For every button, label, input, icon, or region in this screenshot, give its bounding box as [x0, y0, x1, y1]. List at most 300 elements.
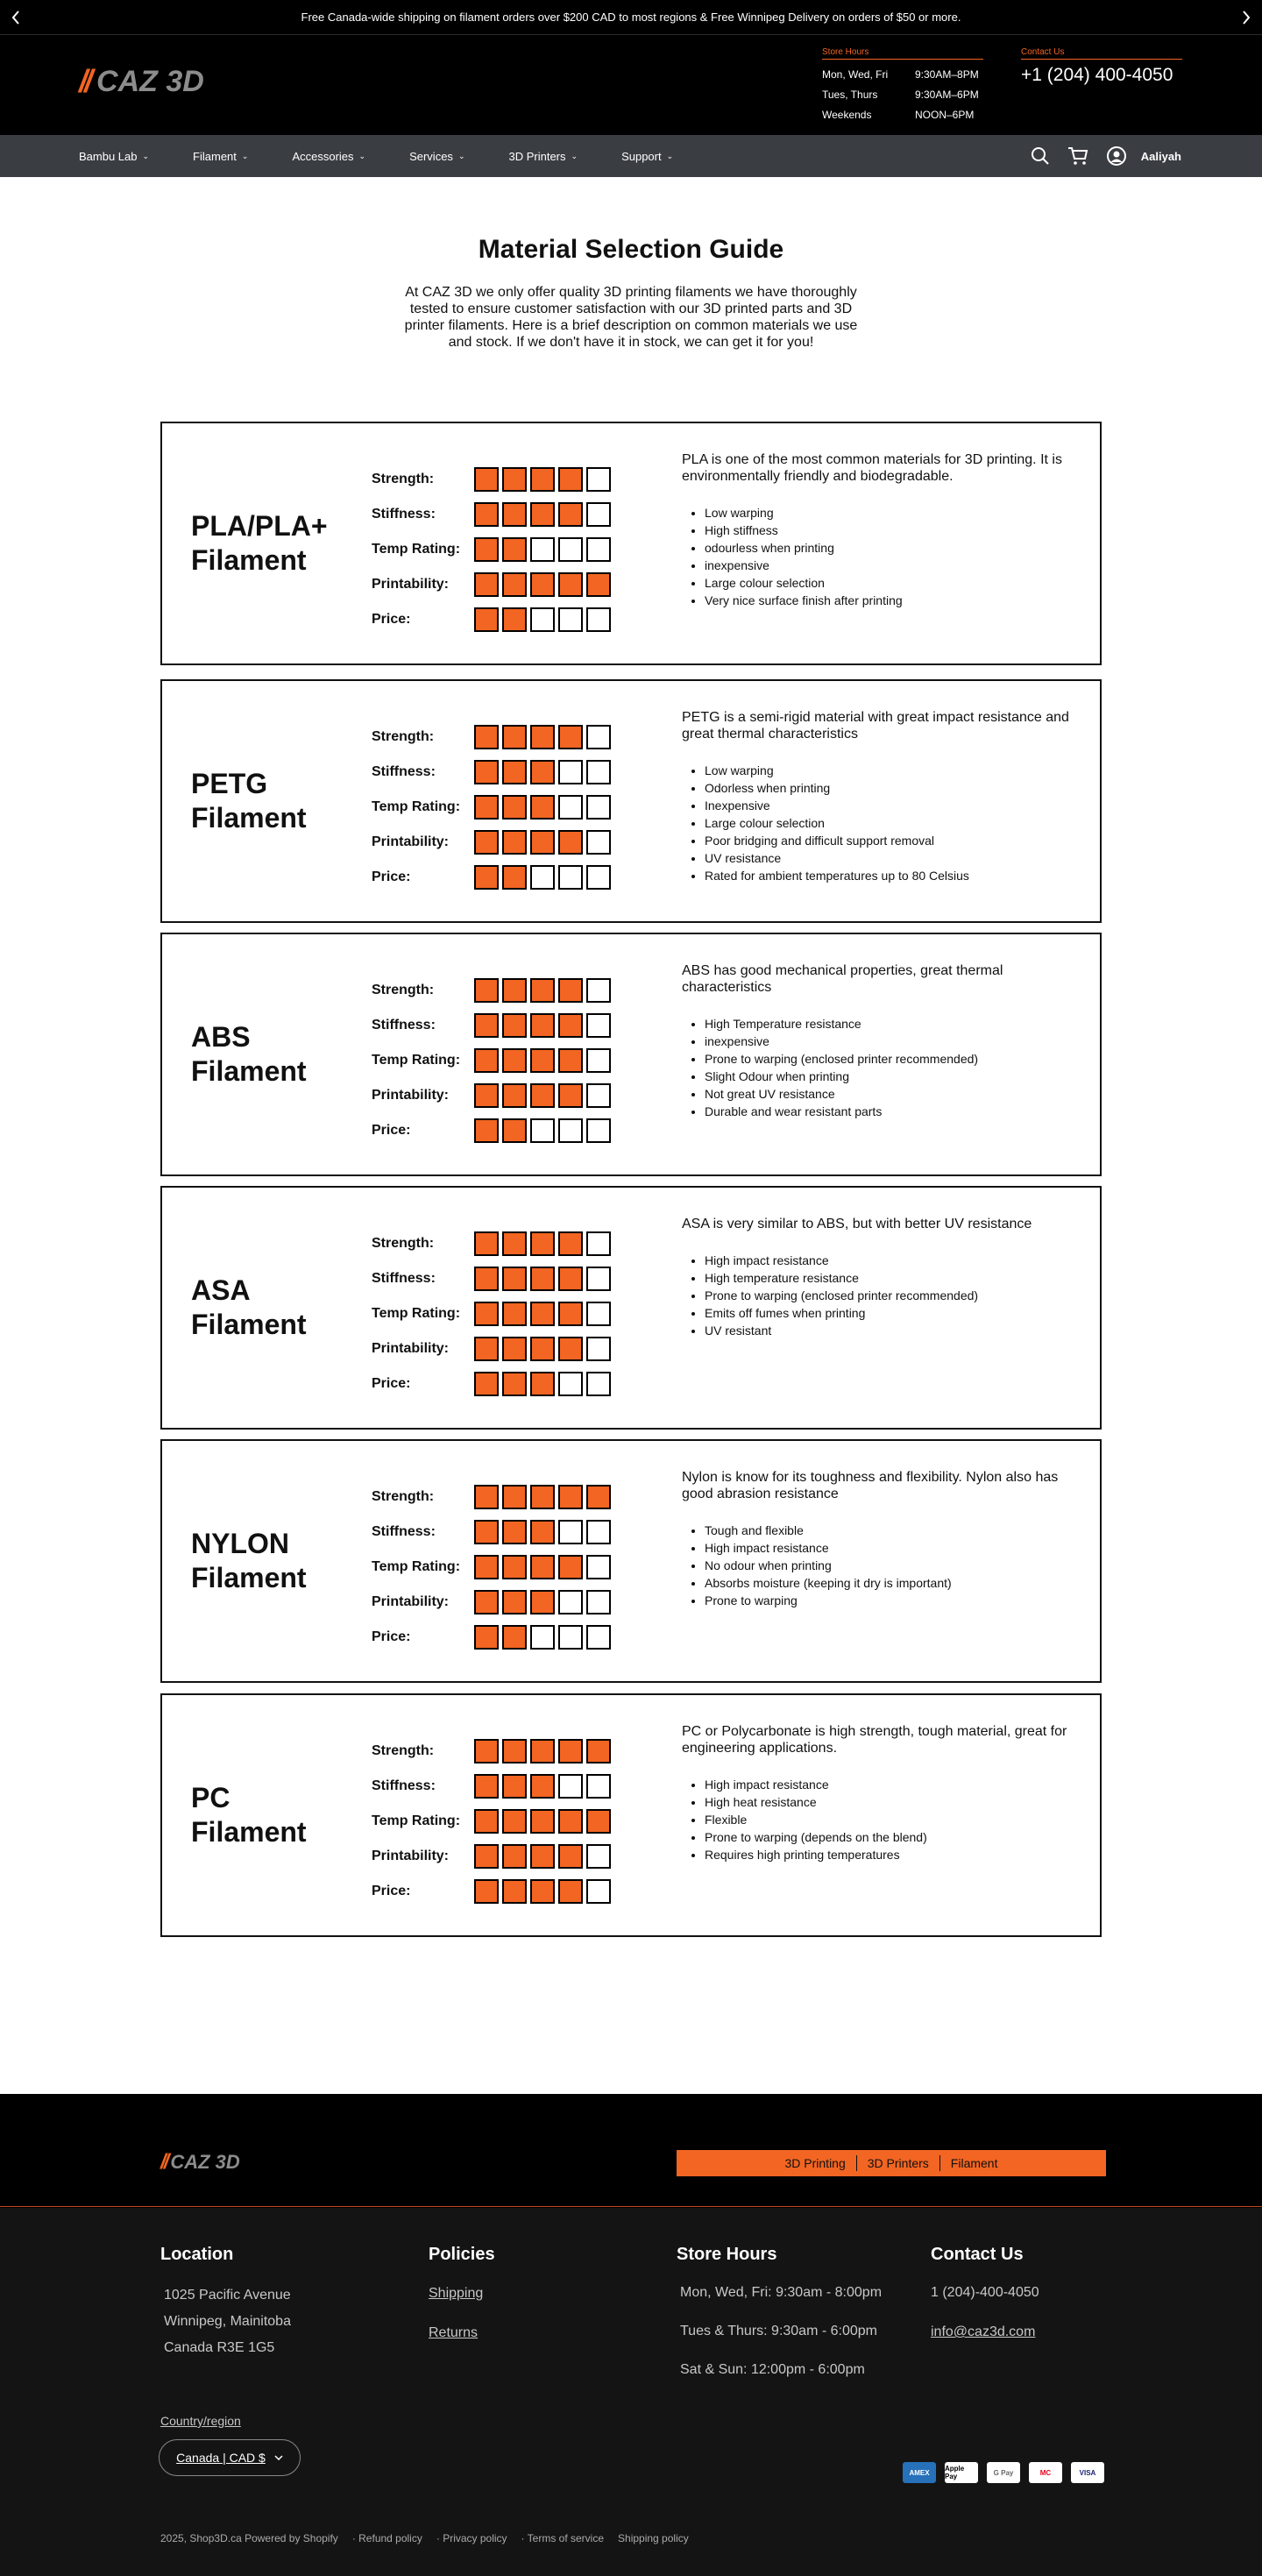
- rating-box-filled: [502, 1520, 527, 1544]
- rating-box-filled: [558, 467, 583, 492]
- rating-box-filled: [530, 1739, 555, 1763]
- rating-box-filled: [502, 1809, 527, 1834]
- rating-row: [372, 1586, 611, 1618]
- chevron-right-icon: [1242, 11, 1251, 25]
- google-pay-icon: G Pay: [987, 2462, 1020, 2483]
- material-card: [160, 1693, 1102, 1937]
- rating-label: Stiffness:: [372, 1778, 436, 1793]
- nav-item-3d-printers[interactable]: 3D Printers ⌄: [508, 149, 578, 163]
- rating-label: Stiffness:: [372, 1524, 436, 1539]
- list-item: • Low warping: [705, 762, 1089, 779]
- rating-box-filled: [474, 1844, 499, 1869]
- rating-box-filled: [474, 502, 499, 527]
- feature-list: [682, 1015, 1089, 1120]
- rating-box-filled: [502, 1555, 527, 1579]
- country-label: Country/region: [160, 2414, 241, 2428]
- location-title: Location: [160, 2245, 234, 2264]
- footer-link-3d-printing[interactable]: 3D Printing: [784, 2156, 846, 2170]
- rating-box-filled: [474, 830, 499, 855]
- rating-label: Price:: [372, 1376, 411, 1391]
- rating-box-filled: [558, 1844, 583, 1869]
- rating-box-filled: [474, 1083, 499, 1108]
- rating-box-filled: [558, 1231, 583, 1256]
- rating-box-filled: [530, 830, 555, 855]
- rating-label: Printability:: [372, 1849, 450, 1863]
- rating-row: [372, 499, 611, 530]
- chevron-down-icon: ⌄: [666, 151, 674, 160]
- rating-box-empty: [530, 537, 555, 562]
- rating-box-filled: [474, 1372, 499, 1396]
- footer-link-bar: [677, 2150, 1106, 2176]
- footer-contact-title: Contact Us: [931, 2245, 1024, 2264]
- rating-box-filled: [474, 865, 499, 890]
- refund-policy-link[interactable]: · Refund policy: [351, 2532, 422, 2544]
- rating-box-filled: [502, 725, 527, 749]
- rating-box-empty: [586, 502, 611, 527]
- rating-box-filled: [474, 1118, 499, 1143]
- account-icon[interactable]: [1106, 145, 1127, 167]
- rating-label: Printability:: [372, 1594, 450, 1609]
- list-item: • Durable and wear resistant parts: [705, 1103, 1089, 1120]
- list-item: • Emits off fumes when printing: [705, 1304, 1089, 1322]
- list-item: • No odour when printing: [705, 1557, 1089, 1574]
- chevron-down-icon: ⌄: [241, 151, 249, 160]
- nav-item-filament[interactable]: Filament ⌄: [193, 149, 249, 163]
- material-description: [682, 709, 1089, 884]
- rating-box-filled: [474, 1337, 499, 1361]
- rating-label: Temp Rating:: [372, 1813, 461, 1828]
- logo-slashes: //: [79, 63, 90, 99]
- list-item: • High impact resistance: [705, 1252, 1089, 1269]
- chevron-down-icon: ⌄: [142, 151, 150, 160]
- chevron-down-icon: ⌄: [457, 151, 465, 160]
- list-item: • Inexpensive: [705, 797, 1089, 814]
- feature-list: [682, 504, 1089, 609]
- rating-label: Stiffness:: [372, 507, 436, 522]
- rating-row: [372, 1333, 611, 1365]
- rating-label: Temp Rating:: [372, 1053, 461, 1068]
- material-description: [682, 962, 1089, 1120]
- rating-box-filled: [474, 1774, 499, 1799]
- rating-box-empty: [586, 978, 611, 1003]
- list-item: • Very nice surface finish after printing: [705, 592, 1089, 609]
- rating-label: Price:: [372, 869, 411, 884]
- rating-box-filled: [530, 795, 555, 820]
- rating-box-filled: [530, 725, 555, 749]
- main-nav: [0, 135, 1262, 177]
- rating-box-filled: [530, 1774, 555, 1799]
- chevron-down-icon: [274, 2455, 283, 2460]
- list-item: • Low warping: [705, 504, 1089, 522]
- material-summary: Nylon is know for its toughness and flexibility. Nylon also has good abrasion resistance: [682, 1470, 1059, 1501]
- rating-row: [372, 1841, 611, 1872]
- nav-item-support[interactable]: Support ⌄: [621, 149, 674, 163]
- rating-box-empty: [558, 1372, 583, 1396]
- rating-box-filled: [502, 1590, 527, 1614]
- feature-list: [682, 1776, 1089, 1863]
- list-item: • Absorbs moisture (keeping it dry is important): [705, 1574, 1089, 1592]
- cart-icon[interactable]: [1067, 146, 1088, 166]
- footer-location: Location 1025 Pacific Avenue Winnipeg, Mainitoba Canada R3E 1G5: [160, 2245, 291, 2355]
- material-description: [682, 451, 1089, 609]
- rating-label: Temp Rating:: [372, 1306, 461, 1321]
- rating-box-empty: [586, 1267, 611, 1291]
- nav-item-bambu-lab[interactable]: Bambu Lab ⌄: [79, 149, 150, 163]
- list-item: • Poor bridging and difficult support removal: [705, 832, 1089, 849]
- returns-policy-link[interactable]: Returns: [429, 2325, 479, 2340]
- rating-box-filled: [474, 1809, 499, 1834]
- material-name: ASA Filament: [191, 1274, 307, 1340]
- rating-row: [372, 1481, 611, 1513]
- rating-box-filled: [530, 1372, 555, 1396]
- rating-label: Printability:: [372, 1341, 450, 1356]
- list-item: • High temperature resistance: [705, 1269, 1089, 1287]
- phone-link[interactable]: +1 (204) 400-4050: [1021, 65, 1173, 85]
- shipping-policy-link[interactable]: Shipping: [429, 2286, 484, 2301]
- list-item: • Odorless when printing: [705, 779, 1089, 797]
- rating-row: [372, 862, 611, 893]
- rating-box-filled: [558, 502, 583, 527]
- next-announcement-button[interactable]: [1236, 7, 1257, 28]
- rating-box-empty: [586, 537, 611, 562]
- rating-box-filled: [502, 1774, 527, 1799]
- rating-row: [372, 1516, 611, 1548]
- rating-box-filled: [474, 1231, 499, 1256]
- rating-row: [372, 756, 611, 788]
- rating-box-filled: [502, 502, 527, 527]
- rating-box-empty: [558, 1118, 583, 1143]
- rating-row: [372, 1622, 611, 1653]
- footer-store-hours: Store Hours Mon, Wed, Fri: 9:30am - 8:00pm Tues & Thurs: 9:30am - 6:00pm Sat & Sun: 12:00pm - 6:00pm: [677, 2245, 883, 2377]
- material-name: PETG Filament: [191, 768, 307, 834]
- logo[interactable]: [79, 63, 204, 100]
- rating-label: Strength:: [372, 729, 435, 744]
- rating-box-filled: [474, 978, 499, 1003]
- rating-box-filled: [530, 1083, 555, 1108]
- list-item: • UV resistance: [705, 849, 1089, 867]
- rating-box-filled: [530, 1590, 555, 1614]
- footer-phone[interactable]: 1 (204)-400-4050: [931, 2285, 1039, 2300]
- intro-section: [0, 177, 1262, 351]
- footer-logo[interactable]: // CAZ 3D: [160, 2150, 240, 2174]
- list-item: • inexpensive: [705, 1033, 1089, 1050]
- rating-box-filled: [558, 572, 583, 597]
- rating-label: Strength:: [372, 983, 435, 997]
- rating-box-filled: [474, 1485, 499, 1509]
- list-item: • Prone to warping: [705, 1592, 1089, 1609]
- rating-box-filled: [502, 607, 527, 632]
- list-item: • Requires high printing temperatures: [705, 1846, 1089, 1863]
- footer-contact: [931, 2245, 1039, 2352]
- rating-box-filled: [474, 795, 499, 820]
- rating-box-filled: [502, 467, 527, 492]
- rating-box-filled: [586, 1809, 611, 1834]
- rating-label: Price:: [372, 1884, 411, 1898]
- account-name[interactable]: Aaliyah: [1140, 149, 1181, 163]
- rating-label: Temp Rating:: [372, 799, 461, 814]
- rating-box-empty: [586, 1590, 611, 1614]
- rating-box-filled: [530, 1879, 555, 1904]
- rating-label: Price:: [372, 612, 411, 627]
- mastercard-icon: MC: [1029, 2462, 1062, 2483]
- footer-link-3d-printers[interactable]: 3D Printers: [867, 2156, 929, 2170]
- rating-box-filled: [530, 1231, 555, 1256]
- feature-list: [682, 1522, 1089, 1609]
- rating-box-filled: [474, 1625, 499, 1650]
- rating-box-empty: [530, 1118, 555, 1143]
- store-hours-label: Store Hours: [822, 47, 983, 60]
- rating-box-filled: [502, 1372, 527, 1396]
- copyright: 2025, Shop3D.ca Powered by Shopify: [160, 2532, 338, 2544]
- material-summary: PLA is one of the most common materials for 3D printing. It is environmentally friendly and biodegradable.: [682, 452, 1062, 484]
- list-item: • Large colour selection: [705, 574, 1089, 592]
- rating-row: [372, 1228, 611, 1260]
- rating-box-filled: [586, 1739, 611, 1763]
- rating-box-filled: [474, 1590, 499, 1614]
- rating-box-empty: [586, 760, 611, 784]
- rating-box-filled: [474, 537, 499, 562]
- rating-row: [372, 1806, 611, 1837]
- rating-box-filled: [502, 1739, 527, 1763]
- list-item: • Flexible: [705, 1811, 1089, 1828]
- rating-box-empty: [586, 1879, 611, 1904]
- rating-box-filled: [502, 1844, 527, 1869]
- rating-box-filled: [502, 1048, 527, 1073]
- chevron-down-icon: ⌄: [358, 151, 366, 160]
- rating-row: [372, 1551, 611, 1583]
- list-item: • Slight Odour when printing: [705, 1068, 1089, 1085]
- rating-box-filled: [558, 1809, 583, 1834]
- rating-box-empty: [586, 1337, 611, 1361]
- rating-box-filled: [530, 1844, 555, 1869]
- rating-box-filled: [530, 467, 555, 492]
- rating-box-empty: [558, 760, 583, 784]
- footer-email-link[interactable]: info@caz3d.com: [931, 2324, 1036, 2339]
- rating-box-filled: [558, 1013, 583, 1038]
- rating-box-filled: [530, 978, 555, 1003]
- rating-box-filled: [502, 572, 527, 597]
- rating-box-filled: [474, 725, 499, 749]
- feature-list: [682, 762, 1089, 884]
- rating-row: [372, 569, 611, 600]
- rating-box-filled: [474, 607, 499, 632]
- rating-row: [372, 1045, 611, 1076]
- rating-box-filled: [586, 1485, 611, 1509]
- list-item: • Not great UV resistance: [705, 1085, 1089, 1103]
- legal-links: [160, 2532, 689, 2544]
- rating-grid: [372, 1228, 611, 1403]
- material-card: [160, 679, 1102, 923]
- rating-box-filled: [558, 1267, 583, 1291]
- rating-box-empty: [586, 1083, 611, 1108]
- rating-box-filled: [474, 1048, 499, 1073]
- rating-grid: [372, 1481, 611, 1657]
- visa-icon: VISA: [1071, 2462, 1104, 2483]
- rating-box-filled: [530, 1520, 555, 1544]
- material-card: [160, 422, 1102, 665]
- rating-row: [372, 1735, 611, 1767]
- rating-box-filled: [502, 1485, 527, 1509]
- site-header: [0, 35, 1262, 135]
- rating-box-filled: [502, 760, 527, 784]
- rating-box-empty: [586, 1231, 611, 1256]
- nav-item-services[interactable]: Services ⌄: [409, 149, 465, 163]
- rating-box-filled: [502, 1267, 527, 1291]
- previous-announcement-button[interactable]: [5, 7, 26, 28]
- list-item: • inexpensive: [705, 557, 1089, 574]
- list-item: • UV resistant: [705, 1322, 1089, 1339]
- rating-box-filled: [474, 572, 499, 597]
- list-item: • Large colour selection: [705, 814, 1089, 832]
- hours-row: Weekends NOON–6PM: [822, 109, 975, 121]
- site-footer: [0, 2094, 1262, 2576]
- rating-box-filled: [530, 1809, 555, 1834]
- material-name: PLA/PLA+ Filament: [191, 510, 328, 576]
- rating-box-filled: [502, 1879, 527, 1904]
- rating-box-empty: [586, 865, 611, 890]
- currency-selector[interactable]: Canada | CAD $: [159, 2439, 301, 2476]
- rating-box-filled: [474, 1555, 499, 1579]
- rating-box-empty: [586, 1048, 611, 1073]
- rating-box-filled: [474, 1739, 499, 1763]
- rating-box-filled: [530, 572, 555, 597]
- rating-box-filled: [558, 1879, 583, 1904]
- rating-box-filled: [502, 1083, 527, 1108]
- terms-of-service-link[interactable]: · Terms of service: [521, 2532, 605, 2544]
- rating-box-empty: [586, 795, 611, 820]
- shipping-policy-footer-link[interactable]: Shipping policy: [618, 2532, 689, 2544]
- rating-box-filled: [586, 572, 611, 597]
- rating-box-filled: [530, 1555, 555, 1579]
- rating-box-empty: [586, 1844, 611, 1869]
- rating-box-filled: [474, 1302, 499, 1326]
- rating-box-filled: [502, 1118, 527, 1143]
- rating-label: Price:: [372, 1629, 411, 1644]
- rating-box-filled: [530, 1485, 555, 1509]
- list-item: • High impact resistance: [705, 1776, 1089, 1793]
- apple-pay-icon: Apple Pay: [945, 2462, 978, 2483]
- rating-row: [372, 604, 611, 635]
- rating-box-filled: [558, 1048, 583, 1073]
- rating-row: [372, 1368, 611, 1400]
- contact-us: [1021, 47, 1182, 86]
- rating-label: Temp Rating:: [372, 542, 461, 557]
- rating-row: [372, 721, 611, 753]
- rating-box-filled: [530, 1267, 555, 1291]
- hours-row: Mon, Wed, Fri 9:30AM–8PM: [822, 68, 979, 81]
- material-description: [682, 1469, 1089, 1609]
- footer-link-filament[interactable]: Filament: [950, 2156, 998, 2170]
- rating-row: [372, 534, 611, 565]
- announcement-text: Free Canada-wide shipping on filament orders over $200 CAD to most regions & Free Winnipeg Delivery on orders of $50 or more.: [301, 11, 961, 24]
- rating-box-filled: [502, 1302, 527, 1326]
- nav-item-accessories[interactable]: Accessories ⌄: [292, 149, 366, 163]
- rating-box-filled: [530, 1337, 555, 1361]
- list-item: • odourless when printing: [705, 539, 1089, 557]
- rating-grid: [372, 464, 611, 639]
- rating-box-empty: [558, 865, 583, 890]
- rating-box-empty: [530, 865, 555, 890]
- rating-box-empty: [558, 795, 583, 820]
- list-item: • High heat resistance: [705, 1793, 1089, 1811]
- rating-label: Strength:: [372, 1489, 435, 1504]
- search-icon[interactable]: [1031, 146, 1050, 166]
- rating-box-filled: [558, 1337, 583, 1361]
- material-name: PC Filament: [191, 1782, 307, 1848]
- rating-box-filled: [502, 865, 527, 890]
- material-card: [160, 1186, 1102, 1430]
- list-item: • High Temperature resistance: [705, 1015, 1089, 1033]
- rating-box-empty: [558, 1590, 583, 1614]
- rating-box-empty: [586, 1774, 611, 1799]
- rating-box-filled: [558, 725, 583, 749]
- rating-box-filled: [530, 760, 555, 784]
- contact-label: Contact Us: [1021, 47, 1182, 60]
- feature-list: [682, 1252, 1089, 1339]
- rating-box-empty: [558, 607, 583, 632]
- rating-box-empty: [586, 607, 611, 632]
- rating-row: [372, 975, 611, 1006]
- rating-label: Stiffness:: [372, 1018, 436, 1033]
- rating-grid: [372, 975, 611, 1150]
- intro-text: At CAZ 3D we only offer quality 3D printing filaments we have thoroughly tested to ensure customer satisfaction with our 3D printed parts and 3D printer filaments. Here is a brief description on common materials we use and stock. If we don't have it in stock, we can get it for you!: [404, 285, 858, 350]
- hours-row: Tues, Thurs 9:30AM–6PM: [822, 89, 979, 101]
- rating-box-filled: [474, 1879, 499, 1904]
- rating-box-empty: [558, 537, 583, 562]
- rating-box-filled: [474, 1013, 499, 1038]
- rating-box-filled: [474, 760, 499, 784]
- rating-box-empty: [586, 830, 611, 855]
- material-summary: ABS has good mechanical properties, great thermal characteristics: [682, 963, 1003, 995]
- list-item: • Prone to warping (enclosed printer recommended): [705, 1050, 1089, 1068]
- rating-label: Stiffness:: [372, 1271, 436, 1286]
- rating-row: [372, 1010, 611, 1041]
- material-summary: ASA is very similar to ABS, but with better UV resistance: [682, 1217, 1032, 1231]
- rating-box-filled: [502, 1013, 527, 1038]
- rating-box-filled: [530, 502, 555, 527]
- material-summary: PC or Polycarbonate is high strength, tough material, great for engineering applications.: [682, 1724, 1067, 1756]
- amex-icon: AMEX: [903, 2462, 936, 2483]
- rating-box-filled: [502, 795, 527, 820]
- rating-row: [372, 464, 611, 495]
- policies-title: Policies: [429, 2245, 495, 2264]
- material-card: [160, 933, 1102, 1176]
- list-item: • Tough and flexible: [705, 1522, 1089, 1539]
- list-item: • Rated for ambient temperatures up to 80 Celsius: [705, 867, 1089, 884]
- footer-policies: [429, 2245, 495, 2352]
- rating-box-empty: [586, 1520, 611, 1544]
- material-description: [682, 1723, 1089, 1863]
- rating-box-empty: [586, 725, 611, 749]
- rating-label: Price:: [372, 1123, 411, 1138]
- store-hours: [822, 47, 983, 125]
- privacy-policy-link[interactable]: · Privacy policy: [436, 2532, 507, 2544]
- rating-box-empty: [586, 1625, 611, 1650]
- rating-box-filled: [474, 1520, 499, 1544]
- rating-box-filled: [530, 1013, 555, 1038]
- material-description: [682, 1216, 1089, 1339]
- rating-box-empty: [530, 607, 555, 632]
- rating-box-filled: [502, 830, 527, 855]
- rating-box-filled: [502, 537, 527, 562]
- rating-grid: [372, 721, 611, 897]
- rating-box-filled: [474, 467, 499, 492]
- rating-box-filled: [474, 1267, 499, 1291]
- rating-box-filled: [502, 978, 527, 1003]
- rating-box-filled: [502, 1337, 527, 1361]
- rating-row: [372, 1876, 611, 1907]
- rating-row: [372, 791, 611, 823]
